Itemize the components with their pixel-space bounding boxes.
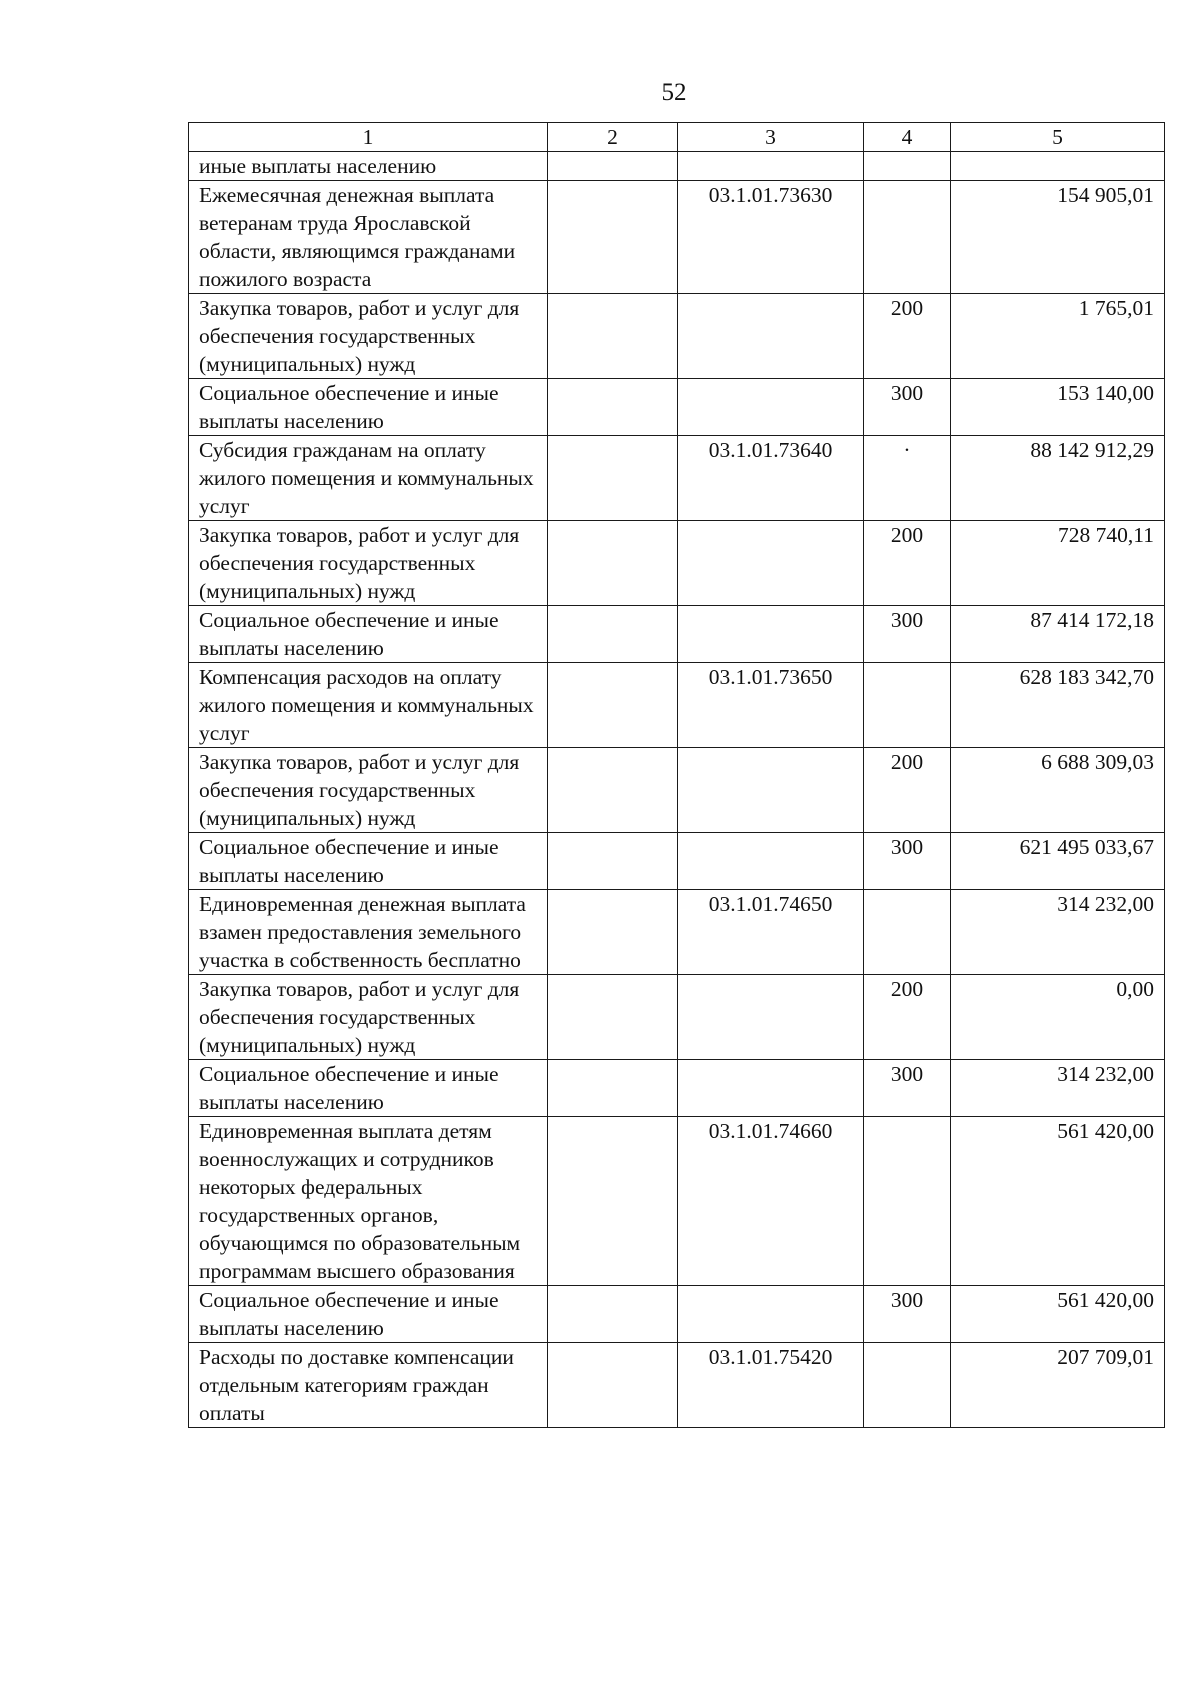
table-row <box>189 294 1165 379</box>
cell-amount: 561 420,00 <box>951 1286 1165 1343</box>
table-row <box>189 1060 1165 1117</box>
table-row <box>189 975 1165 1060</box>
cell-code <box>678 1060 864 1117</box>
cell-name: Социальное обеспечение и иные выплаты населению <box>189 379 548 436</box>
cell-name: Закупка товаров, работ и услуг для обеспечения государственных (муниципальных) нужд <box>189 521 548 606</box>
cell-target <box>548 606 678 663</box>
cell-target <box>548 294 678 379</box>
cell-target <box>548 152 678 181</box>
column-header: 4 <box>864 123 951 152</box>
cell-name: Закупка товаров, работ и услуг для обеспечения государственных (муниципальных) нужд <box>189 975 548 1060</box>
cell-code <box>678 606 864 663</box>
cell-type <box>864 663 951 748</box>
cell-name: Закупка товаров, работ и услуг для обеспечения государственных (муниципальных) нужд <box>189 748 548 833</box>
cell-code <box>678 152 864 181</box>
cell-code <box>678 379 864 436</box>
cell-type: 200 <box>864 294 951 379</box>
cell-type: 300 <box>864 833 951 890</box>
table-row <box>189 436 1165 521</box>
cell-code <box>678 748 864 833</box>
cell-type <box>864 181 951 294</box>
table-row <box>189 606 1165 663</box>
column-header: 1 <box>189 123 548 152</box>
cell-amount: 621 495 033,67 <box>951 833 1165 890</box>
cell-amount: 207 709,01 <box>951 1343 1165 1428</box>
cell-code <box>678 833 864 890</box>
cell-target <box>548 379 678 436</box>
cell-type: 200 <box>864 975 951 1060</box>
cell-name: Единовременная выплата детям военнослужащих и сотрудников некоторых федеральных государственных органов, обучающимся по образовательным программам высшего образования <box>189 1117 548 1286</box>
cell-target <box>548 1286 678 1343</box>
cell-amount: 1 765,01 <box>951 294 1165 379</box>
cell-code <box>678 975 864 1060</box>
cell-name: Компенсация расходов на оплату жилого помещения и коммунальных услуг <box>189 663 548 748</box>
table-row <box>189 1117 1165 1286</box>
cell-target <box>548 521 678 606</box>
cell-name: Субсидия гражданам на оплату жилого помещения и коммунальных услуг <box>189 436 548 521</box>
cell-target <box>548 663 678 748</box>
cell-name: Социальное обеспечение и иные выплаты населению <box>189 606 548 663</box>
table-row <box>189 833 1165 890</box>
cell-target <box>548 181 678 294</box>
cell-type: 300 <box>864 379 951 436</box>
column-header: 3 <box>678 123 864 152</box>
cell-type <box>864 890 951 975</box>
cell-code <box>678 1286 864 1343</box>
cell-amount: 728 740,11 <box>951 521 1165 606</box>
table-row <box>189 152 1165 181</box>
cell-code <box>678 521 864 606</box>
cell-name: Социальное обеспечение и иные выплаты населению <box>189 1286 548 1343</box>
table-row <box>189 1343 1165 1428</box>
cell-amount: 6 688 309,03 <box>951 748 1165 833</box>
cell-name: иные выплаты населению <box>189 152 548 181</box>
cell-name: Расходы по доставке компенсации отдельным категориям граждан оплаты <box>189 1343 548 1428</box>
cell-code: 03.1.01.73640 <box>678 436 864 521</box>
cell-name: Закупка товаров, работ и услуг для обеспечения государственных (муниципальных) нужд <box>189 294 548 379</box>
table-row <box>189 181 1165 294</box>
cell-code: 03.1.01.73630 <box>678 181 864 294</box>
cell-amount: 0,00 <box>951 975 1165 1060</box>
cell-amount <box>951 152 1165 181</box>
cell-target <box>548 975 678 1060</box>
table-row <box>189 521 1165 606</box>
cell-target <box>548 890 678 975</box>
table-row <box>189 890 1165 975</box>
cell-name: Социальное обеспечение и иные выплаты населению <box>189 1060 548 1117</box>
budget-table <box>188 122 1165 1428</box>
cell-type <box>864 1343 951 1428</box>
cell-name: Ежемесячная денежная выплата ветеранам труда Ярославской области, являющимся гражданами пожилого возраста <box>189 181 548 294</box>
cell-code: 03.1.01.75420 <box>678 1343 864 1428</box>
cell-target <box>548 1343 678 1428</box>
cell-type: · <box>864 436 951 521</box>
cell-code <box>678 294 864 379</box>
table-row <box>189 379 1165 436</box>
column-header: 5 <box>951 123 1165 152</box>
cell-amount: 153 140,00 <box>951 379 1165 436</box>
table-body <box>189 152 1165 1428</box>
cell-name: Единовременная денежная выплата взамен предоставления земельного участка в собственность бесплатно <box>189 890 548 975</box>
cell-target <box>548 436 678 521</box>
cell-type: 300 <box>864 1060 951 1117</box>
cell-type: 300 <box>864 606 951 663</box>
cell-code: 03.1.01.74650 <box>678 890 864 975</box>
cell-type: 200 <box>864 521 951 606</box>
page-number: 52 <box>661 79 687 106</box>
cell-amount: 314 232,00 <box>951 890 1165 975</box>
cell-amount: 154 905,01 <box>951 181 1165 294</box>
cell-amount: 628 183 342,70 <box>951 663 1165 748</box>
cell-amount: 88 142 912,29 <box>951 436 1165 521</box>
cell-amount: 561 420,00 <box>951 1117 1165 1286</box>
cell-amount: 87 414 172,18 <box>951 606 1165 663</box>
cell-code: 03.1.01.73650 <box>678 663 864 748</box>
cell-type: 300 <box>864 1286 951 1343</box>
cell-target <box>548 833 678 890</box>
header-row <box>189 123 1165 152</box>
cell-type <box>864 1117 951 1286</box>
cell-code: 03.1.01.74660 <box>678 1117 864 1286</box>
cell-target <box>548 748 678 833</box>
table-row <box>189 1286 1165 1343</box>
column-header: 2 <box>548 123 678 152</box>
table-row <box>189 663 1165 748</box>
cell-name: Социальное обеспечение и иные выплаты населению <box>189 833 548 890</box>
table-row <box>189 748 1165 833</box>
cell-target <box>548 1117 678 1286</box>
cell-target <box>548 1060 678 1117</box>
cell-type <box>864 152 951 181</box>
cell-amount: 314 232,00 <box>951 1060 1165 1117</box>
cell-type: 200 <box>864 748 951 833</box>
